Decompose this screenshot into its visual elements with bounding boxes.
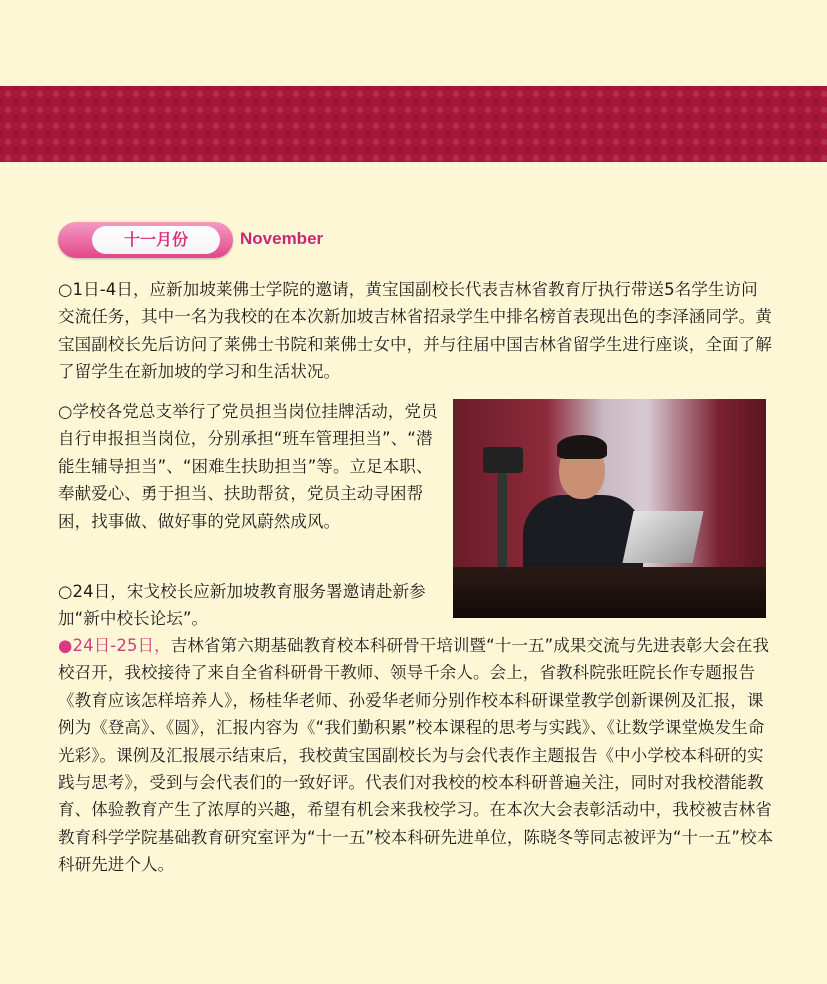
tripod-shape bbox=[497, 471, 507, 571]
speaker-hair-shape bbox=[557, 435, 607, 459]
news-entry-4-text: 吉林省第六期基础教育校本科研骨干培训暨“十一五”成果交流与先进表彰大会在我校召开，我校接待了来自全省科研骨干教师、领导千余人。会上，省教科院张旺院长作专题报告《教育应该怎样培养人》，杨桂华老师、孙爱华老师分别作校本科研课堂教学创新课例及汇报，课例为《登高》、《圆》，汇报内容为《“我们勤积累”校本课程的思考与实践》、《让数学课堂焕发生命光彩》。课例及汇报展示结束后，我校黄宝国副校长为与会代表作主题报告《中小学校本科研的实践与思考》，受到与会代表们的一致好评。代表们对我校的校本科研普遍关注，同时对我校潜能教育、体验教育产生了浓厚的兴趣，希望有机会来我校学习。在本次大会表彰活动中，我校被吉林省教育科学学院基础教育研究室评为“十一五”校本科研先进单位，陈晓冬等同志被评为“十一五”校本科研先进个人。 bbox=[58, 636, 774, 875]
news-entry-4-date: ●24日-25日， bbox=[58, 636, 171, 655]
news-entry-3: ○24日，宋戈校长应新加坡教育服务署邀请赴新参加“新中校长论坛”。 bbox=[58, 582, 426, 629]
floor-shape bbox=[453, 567, 766, 618]
camera-shape bbox=[483, 447, 523, 473]
decorative-header-band bbox=[0, 86, 827, 162]
news-entry-4 bbox=[58, 632, 774, 879]
laptop-shape bbox=[622, 511, 703, 563]
news-entry-2: ○学校各党总支举行了党员担当岗位挂牌活动，党员自行申报担当岗位，分别承担“班车管理担当”、“潜能生辅导担当”、“困难生扶助担当”等。立足本职、奉献爱心、勇于担当、扶助帮贫，党员主动寻困帮困，找事做、做好事的党风蔚然成风。 bbox=[58, 402, 438, 531]
event-photo bbox=[453, 399, 766, 618]
month-badge-label: 十一月份 bbox=[92, 226, 220, 254]
news-entry-1: ○1日-4日，应新加坡莱佛士学院的邀请，黄宝国副校长代表吉林省教育厅执行带送5名学生访问交流任务，其中一名为我校的在本次新加坡吉林省招录学生中排名榜首表现出色的李泽涵同学。黄宝国副校长先后访问了莱佛士书院和莱佛士女中，并与往届中国吉林省留学生进行座谈，全面了解了留学生在新加坡的学习和生活状况。 bbox=[58, 280, 772, 382]
month-english-label: November bbox=[240, 229, 324, 248]
month-badge bbox=[58, 222, 233, 258]
